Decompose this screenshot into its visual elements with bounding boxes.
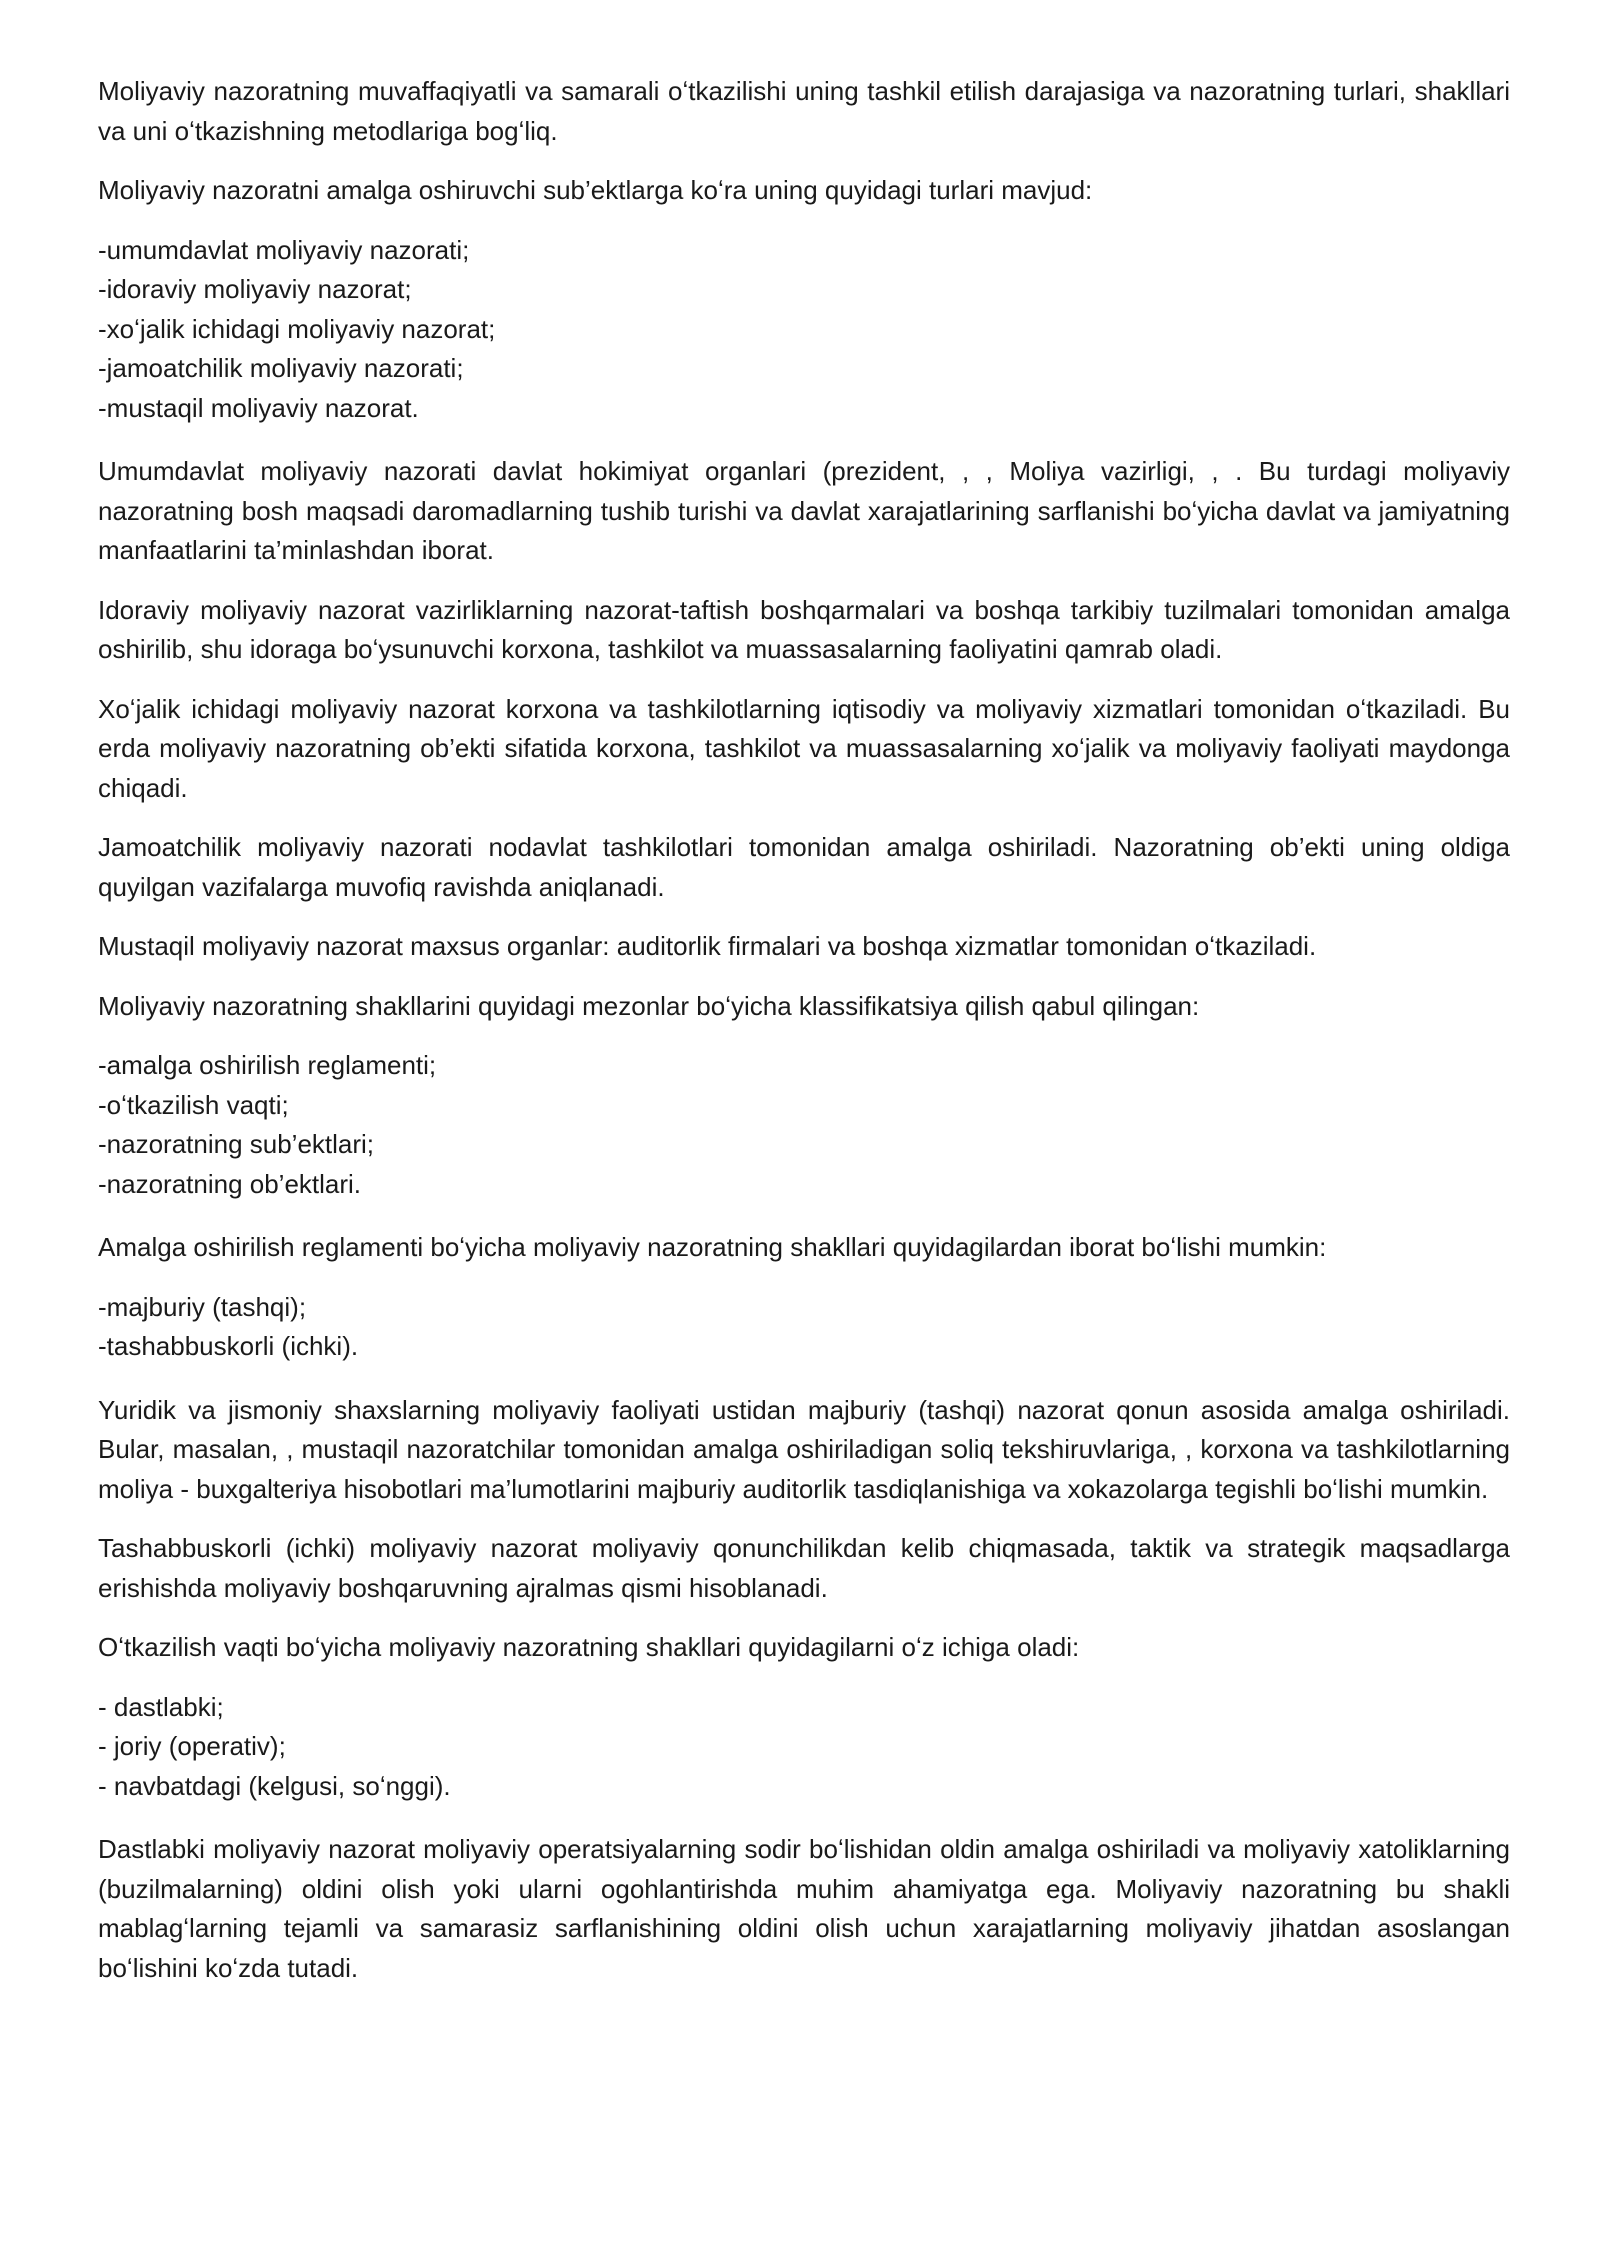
control-types-list xyxy=(98,231,1510,429)
paragraph: Oʻtkazilish vaqti boʻyicha moliyaviy nazoratning shakllari quyidagilarni oʻz ichiga oladi: xyxy=(98,1632,1080,1662)
list-item: - dastlabki; xyxy=(98,1691,224,1722)
list-item: - navbatdagi (kelgusi, soʻnggi). xyxy=(98,1770,451,1801)
list-item: -nazoratning sub’ektlari; xyxy=(98,1129,375,1159)
paragraph: Moliyaviy nazoratni amalga oshiruvchi sub’ektlarga koʻra uning quyidagi turlari mavjud: xyxy=(98,175,1093,205)
paragraph: Xoʻjalik ichidagi moliyaviy nazorat korxona va tashkilotlarning iqtisodiy va moliyaviy xizmatlari tomonidan oʻtkaziladi. Bu erda moliyaviy nazoratning ob’ekti sifatida korxona, tashkilot va muassasalarning xoʻjalik va moliyaviy faoliyati maydonga chiqadi. xyxy=(98,693,1510,803)
list-item: -nazoratning ob’ektlari. xyxy=(98,1168,362,1199)
paragraph: Mustaqil moliyaviy nazorat maxsus organlar: auditorlik firmalari va boshqa xizmatlar tomonidan oʻtkaziladi. xyxy=(98,931,1317,961)
paragraph: Moliyaviy nazoratning shakllarini quyidagi mezonlar boʻyicha klassifikatsiya qilish qabul qilingan: xyxy=(98,990,1200,1021)
paragraph: Moliyaviy nazoratning muvaffaqiyatli va samarali oʻtkazilishi uning tashkil etilish darajasiga va nazoratning turlari, shakllari va uni oʻtkazishning metodlariga bogʻliq. xyxy=(98,76,1510,146)
list-item: -oʻtkazilish vaqti; xyxy=(98,1089,289,1120)
document-page xyxy=(98,72,1510,2008)
list-item: -umumdavlat moliyaviy nazorati; xyxy=(98,234,470,265)
timing-forms-list xyxy=(98,1688,1510,1807)
paragraph: Tashabbuskorli (ichki) moliyaviy nazorat moliyaviy qonunchilikdan kelib chiqmasada, taktik va strategik maqsadlarga erishishda moliyaviy boshqaruvning ajralmas qismi hisoblanadi. xyxy=(98,1533,1510,1603)
regulation-forms-list xyxy=(98,1288,1510,1367)
paragraph: Idoraviy moliyaviy nazorat vazirliklarning nazorat-taftish boshqarmalari va boshqa tarkibiy tuzilmalari tomonidan amalga oshirilib, shu idoraga boʻysunuvchi korxona, tashkilot va muassasalarning faoliyatini qamrab oladi. xyxy=(98,594,1510,664)
list-item: -mustaqil moliyaviy nazorat. xyxy=(98,392,419,423)
list-item: -majburiy (tashqi); xyxy=(98,1291,307,1322)
list-item: - joriy (operativ); xyxy=(98,1731,286,1761)
list-item: -xoʻjalik ichidagi moliyaviy nazorat; xyxy=(98,313,496,344)
list-item: -idoraviy moliyaviy nazorat; xyxy=(98,274,412,304)
paragraph: Umumdavlat moliyaviy nazorati davlat hokimiyat organlari (prezident, , , Moliya vazirligi, , . Bu turdagi moliyaviy nazoratning bosh maqsadi daromadlarning tushib turishi va davlat xarajatlarining sarflanishi boʻyicha davlat va jamiyatning manfaatlarini ta’minlashdan iborat. xyxy=(98,456,1510,565)
criteria-list xyxy=(98,1046,1510,1204)
list-item: -amalga oshirilish reglamenti; xyxy=(98,1050,437,1080)
paragraph: Dastlabki moliyaviy nazorat moliyaviy operatsiyalarning sodir boʻlishidan oldin amalga oshiriladi va moliyaviy xatoliklarning (buzilmalarning) oldini olish yoki ularni ogohlantirishda muhim ahamiyatga ega. Moliyaviy nazoratning bu shakli mablagʻlarning tejamli va samarasiz sarflanishining oldini olish uchun xarajatlarning moliyaviy jihatdan asoslangan boʻlishini koʻzda tutadi. xyxy=(98,1834,1510,1983)
list-item: -tashabbuskorli (ichki). xyxy=(98,1331,359,1361)
paragraph: Amalga oshirilish reglamenti boʻyicha moliyaviy nazoratning shakllari quyidagilardan iborat boʻlishi mumkin: xyxy=(98,1232,1327,1262)
list-item: -jamoatchilik moliyaviy nazorati; xyxy=(98,353,464,383)
paragraph: Jamoatchilik moliyaviy nazorati nodavlat tashkilotlari tomonidan amalga oshiriladi. Nazoratning ob’ekti uning oldiga quyilgan vazifalarga muvofiq ravishda aniqlanadi. xyxy=(98,832,1510,902)
paragraph: Yuridik va jismoniy shaxslarning moliyaviy faoliyati ustidan majburiy (tashqi) nazorat qonun asosida amalga oshiriladi. Bular, masalan, , mustaqil nazoratchilar tomonidan amalga oshiriladigan soliq tekshiruvlariga, , korxona va tashkilotlarning moliya - buxgalteriya hisobotlari ma’lumotlarini majburiy auditorlik tasdiqlanishiga va xokazolarga tegishli boʻlishi mumkin. xyxy=(98,1394,1510,1504)
